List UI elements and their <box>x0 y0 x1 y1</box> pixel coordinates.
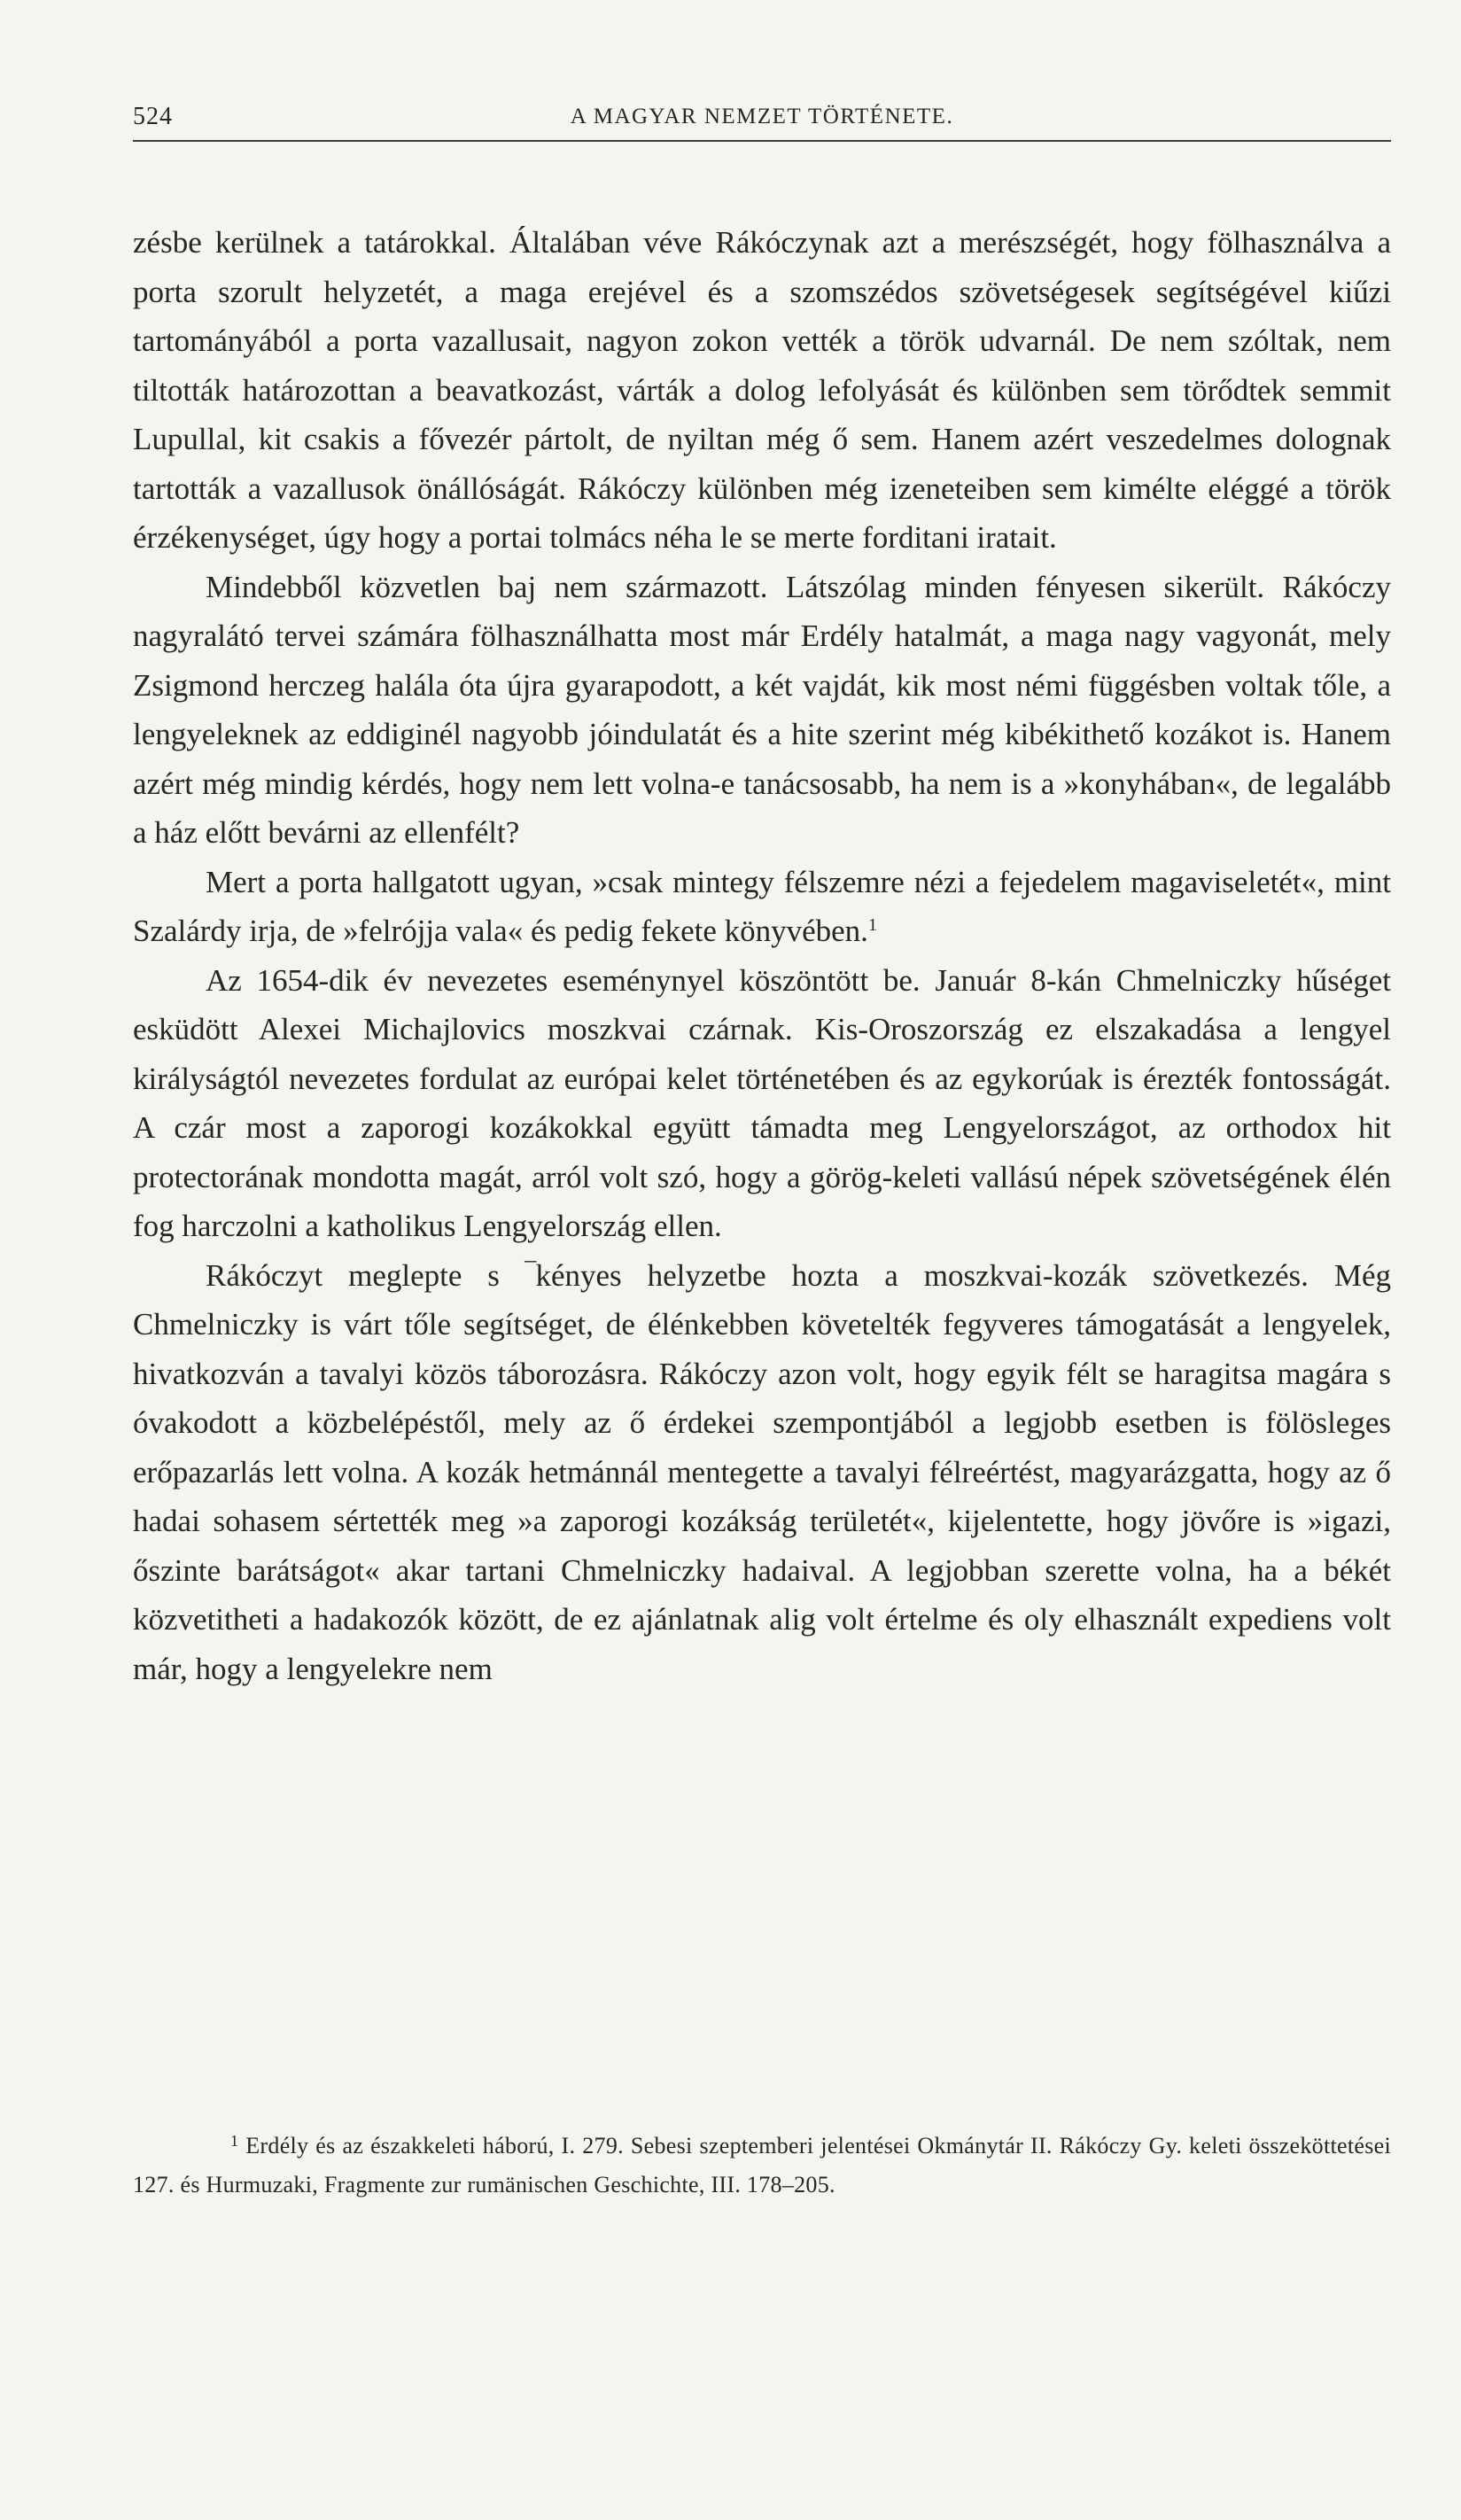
paragraph-2: Mindebből közvetlen baj nem származott. Látszólag minden fényesen sikerült. Rákóczy nagyralátó tervei számára fölhasználhatta most már Erdély hatalmát, a maga nagy vagyonát, mely Zsigmond herczeg halála óta újra gyarapodott, a két vajdát, kik most némi függésben voltak tőle, a lengyeleknek az eddiginél nagyobb jóindulatát és a hite szerint még kibékithető kozákot is. Hanem azért még mindig kérdés, hogy nem lett volna-e tanácsosabb, ha nem is a »konyhában«, de legalább a ház előtt bevárni az ellenfélt? <box>133 569 1391 850</box>
main-text <box>133 218 1391 1693</box>
paragraph-5: Rákóczyt meglepte s ‾kényes helyzetbe hozta a moszkvai-kozák szövetkezés. Még Chmelniczky is várt tőle segítséget, de élénkebben követelték fegyveres támogatását a lengyelek, hivatkozván a tavalyi közös táborozásra. Rákóczy azon volt, hogy egyik félt se haragitsa magára s óvakodott a közbelépéstől, mely az ő érdekei szempontjából a legjobb esetben is fölösleges erőpazarlás lett volna. A kozák hetmánnál mentegette a tavalyi félreértést, magyarázgatta, hogy az ő hadai sohasem sértették meg »a zaporogi kozákság területét«, kijelentette, hogy jövőre is »igazi, őszinte barátságot« akar tartani Chmelniczky hadaival. A legjobban szerette volna, ha a békét közvetitheti a hadakozók között, de ez ajánlatnak alig volt értelme és oly elhasznált expediens volt már, hogy a lengyelekre nem <box>133 1257 1391 1686</box>
paragraph-3 <box>133 858 1391 956</box>
footnote-text: Erdély és az északkeleti háború, I. 279. Sebesi szeptemberi jelentései Okmánytár II. Rákóczy Gy. keleti összeköttetései 127. és Hurmuzaki, Fragmente zur rumänischen Geschichte, III. 178–205. <box>133 2133 1391 2197</box>
footnotes <box>133 2127 1391 2205</box>
page-header <box>133 97 1391 142</box>
footnote-reference[interactable]: 1 <box>867 915 877 935</box>
book-page <box>133 97 1391 2437</box>
footnote-marker: 1 <box>230 2132 239 2150</box>
paragraph-3-text: Mert a porta hallgatott ugyan, »csak mintegy félszemre nézi a fejedelem magaviseletét«, mint Szalárdy irja, de »felrójja vala« és pedig fekete könyvében. <box>133 864 1391 948</box>
paragraph-1: zésbe kerülnek a tatárokkal. Általában véve Rákóczynak azt a merészségét, hogy fölhasználva a porta szorult helyzetét, a maga erejével és a szomszédos szövetségesek segítségével kiűzi tartományából a porta vazallusait, nagyon zokon vették a török udvarnál. De nem szóltak, nem tiltották határozottan a beavatkozást, várták a dolog lefolyását és különben sem törődtek semmit Lupullal, kit csakis a fővezér pártolt, de nyiltan még ő sem. Hanem azért veszedelmes dolognak tartották a vazallusok önállóságát. Rákóczy különben még izeneteiben sem kimélte eléggé a török érzékenységet, úgy hogy a portai tolmács néha le se merte forditani iratait. <box>133 225 1391 555</box>
paragraph-4: Az 1654-dik év nevezetes eseménynyel köszöntött be. Január 8-kán Chmelniczky hűséget esküdött Alexei Michajlovics moszkvai czárnak. Kis-Oroszország ez elszakadása a lengyel királyságtól nevezetes fordulat az európai kelet történetében és az egykorúak is érezték fontosságát. A czár most a zaporogi kozákokkal együtt támadta meg Lengyelországot, az orthodox hit protectorának mondotta magát, arról volt szó, hogy a görög-keleti vallású népek szövetségének élén fog harczolni a katholikus Lengyelország ellen. <box>133 962 1391 1243</box>
running-title: A MAGYAR NEMZET TÖRTÉNETE. <box>570 105 954 128</box>
page-number: 524 <box>133 103 173 130</box>
footnote-1 <box>133 2127 1391 2205</box>
